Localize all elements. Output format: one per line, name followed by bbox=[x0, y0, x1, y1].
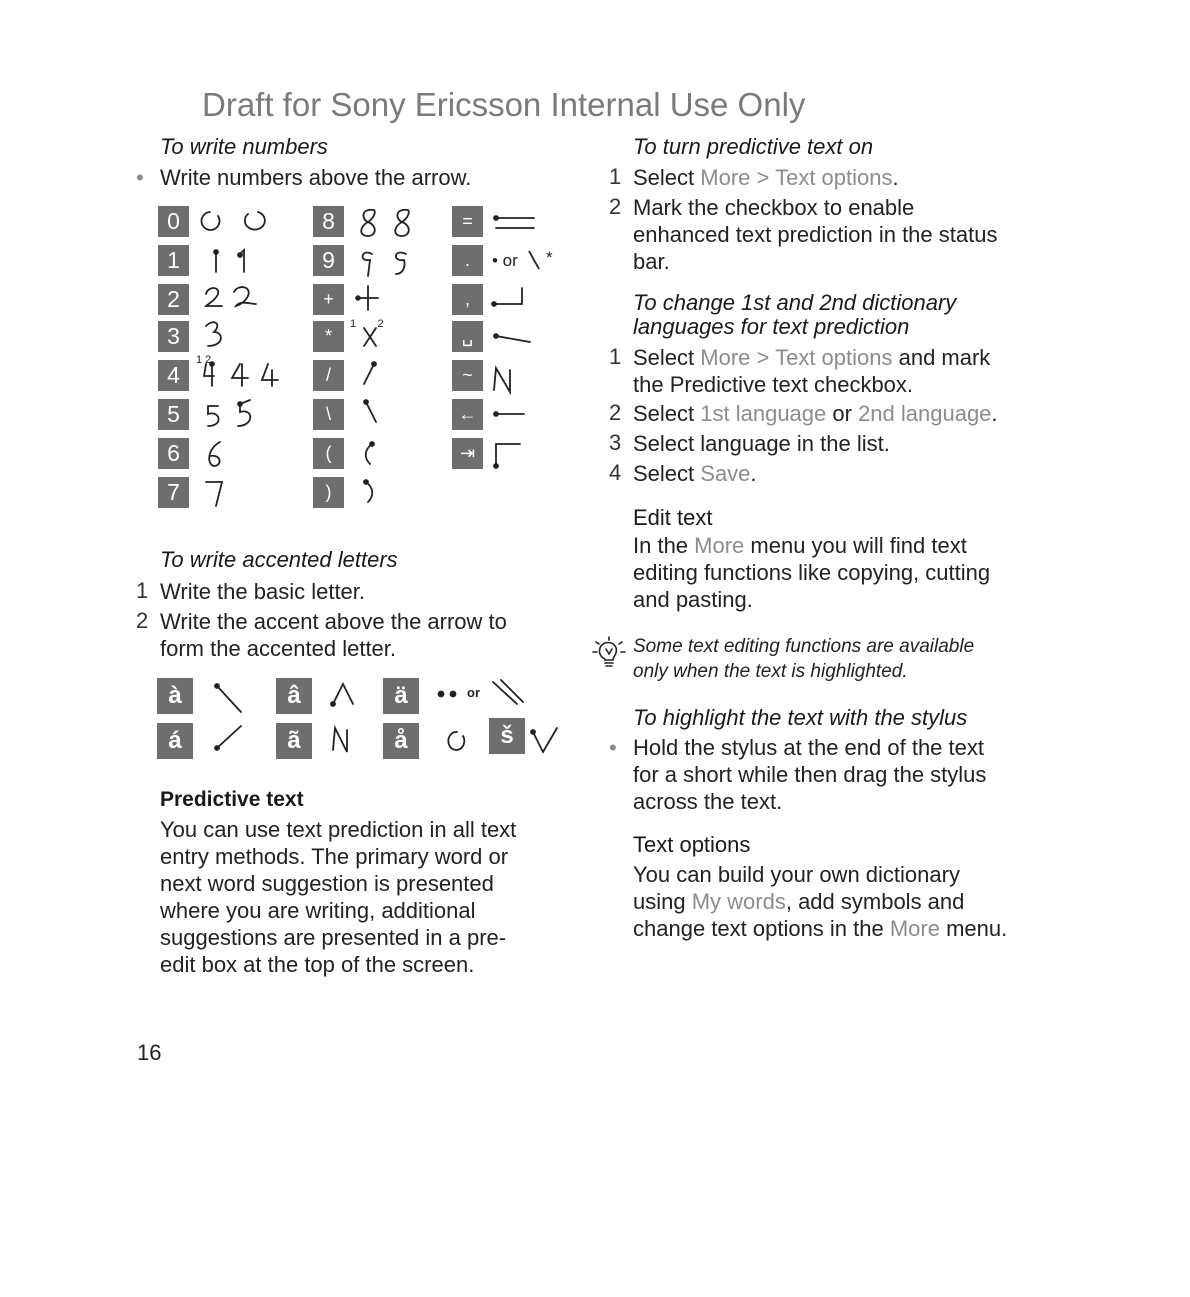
key-slash: / bbox=[313, 360, 344, 391]
backslash-stroke-icon bbox=[526, 248, 542, 272]
key-9: 9 bbox=[313, 245, 344, 276]
change-lang-title-line2: languages for text prediction bbox=[633, 314, 910, 339]
key-tilde: ~ bbox=[452, 360, 483, 391]
key-7: 7 bbox=[158, 477, 189, 508]
step-number: 2 bbox=[609, 400, 622, 425]
step-number: 2 bbox=[609, 194, 622, 219]
key-a-circumflex: â bbox=[276, 678, 312, 714]
change-lang-title-line1: To change 1st and 2nd dictionary bbox=[633, 290, 957, 315]
text-options-heading: Text options bbox=[633, 832, 751, 857]
handwritten-symbols-col2 bbox=[350, 200, 430, 520]
highlight-title: To highlight the text with the stylus bbox=[633, 705, 968, 730]
stroke-order-marks-x: 1 2 bbox=[350, 318, 384, 330]
accent-or-label: or bbox=[467, 685, 480, 700]
write-accented-title: To write accented letters bbox=[160, 547, 398, 572]
page-number: 16 bbox=[137, 1040, 162, 1065]
edit-text-heading: Edit text bbox=[633, 505, 713, 530]
key-tab: ⇥ bbox=[452, 438, 483, 469]
step-number: 1 bbox=[609, 344, 622, 369]
key-2: 2 bbox=[158, 284, 189, 315]
text-options-body: You can build your own dictionary using My words, add symbols and change text options in the More menu. bbox=[633, 862, 1008, 941]
bullet-icon: • bbox=[136, 165, 144, 190]
key-a-ring: å bbox=[383, 723, 419, 759]
change-lang-step-4: Select Save. bbox=[633, 461, 757, 486]
dot-or-label: • or bbox=[492, 251, 518, 270]
key-s-caron: š bbox=[489, 718, 525, 754]
key-equals: = bbox=[452, 206, 483, 237]
key-6: 6 bbox=[158, 438, 189, 469]
turn-on-step-1: Select More > Text options. bbox=[633, 165, 899, 190]
key-3: 3 bbox=[158, 321, 189, 352]
bullet-icon: • bbox=[609, 735, 617, 760]
key-backspace: ← bbox=[452, 399, 483, 430]
lightbulb-tip-icon bbox=[592, 636, 626, 672]
accent-step-2-line2: form the accented letter. bbox=[160, 636, 397, 661]
key-open-paren: ( bbox=[313, 438, 344, 469]
write-numbers-title: To write numbers bbox=[160, 134, 328, 159]
menu-more: More bbox=[700, 165, 751, 190]
predictive-text-body: You can use text prediction in all text entry methods. The primary word or next word suggestion is presented where you are writing, additional suggestions are presented in a pre- edit box at the top of the screen. bbox=[160, 817, 517, 977]
step-number: 1 bbox=[609, 164, 622, 189]
write-numbers-bullet: Write numbers above the arrow. bbox=[160, 165, 472, 190]
step-number: 3 bbox=[609, 430, 622, 455]
key-period: . bbox=[452, 245, 483, 276]
tip-text: Some text editing functions are available only when the text is highlighted. bbox=[633, 636, 975, 682]
change-lang-step-3: Select language in the list. bbox=[633, 431, 890, 456]
key-backslash: \ bbox=[313, 399, 344, 430]
accent-step-1: Write the basic letter. bbox=[160, 579, 366, 604]
key-5: 5 bbox=[158, 399, 189, 430]
key-a-grave: à bbox=[157, 678, 193, 714]
step-number: 4 bbox=[609, 460, 622, 485]
key-comma: , bbox=[452, 284, 483, 315]
key-0: 0 bbox=[158, 206, 189, 237]
key-1: 1 bbox=[158, 245, 189, 276]
turn-on-step-2: Mark the checkbox to enable enhanced text prediction in the status bar. bbox=[633, 195, 998, 274]
change-lang-step-2: Select 1st language or 2nd language. bbox=[633, 401, 998, 426]
key-4: 4 bbox=[158, 360, 189, 391]
key-a-acute: á bbox=[157, 723, 193, 759]
draft-header: Draft for Sony Ericsson Internal Use Only bbox=[202, 86, 806, 123]
key-a-umlaut: ä bbox=[383, 678, 419, 714]
key-a-tilde: ã bbox=[276, 723, 312, 759]
menu-text-options: Text options bbox=[775, 165, 893, 190]
key-8: 8 bbox=[313, 206, 344, 237]
accent-step-2-line1: Write the accent above the arrow to bbox=[160, 609, 507, 634]
step-number: 1 bbox=[136, 578, 149, 603]
key-space: ␣ bbox=[452, 321, 483, 352]
edit-text-body: In the More menu you will find text editing functions like copying, cutting and pasting. bbox=[633, 533, 991, 612]
stroke-order-marks: 1 2 bbox=[196, 354, 212, 366]
key-close-paren: ) bbox=[313, 477, 344, 508]
step-number: 2 bbox=[136, 608, 149, 633]
highlight-body: Hold the stylus at the end of the text for a short while then drag the stylus across the text. bbox=[633, 735, 987, 814]
change-lang-step-1: Select More > Text options and mark the Predictive text checkbox. bbox=[633, 345, 991, 397]
star-label: * bbox=[546, 248, 553, 267]
turn-on-title: To turn predictive text on bbox=[633, 134, 874, 159]
handwritten-symbols-col3 bbox=[488, 200, 558, 480]
key-plus: + bbox=[313, 284, 344, 315]
handwritten-accents bbox=[205, 672, 565, 762]
predictive-text-heading: Predictive text bbox=[160, 788, 304, 811]
key-asterisk: * bbox=[313, 321, 344, 352]
